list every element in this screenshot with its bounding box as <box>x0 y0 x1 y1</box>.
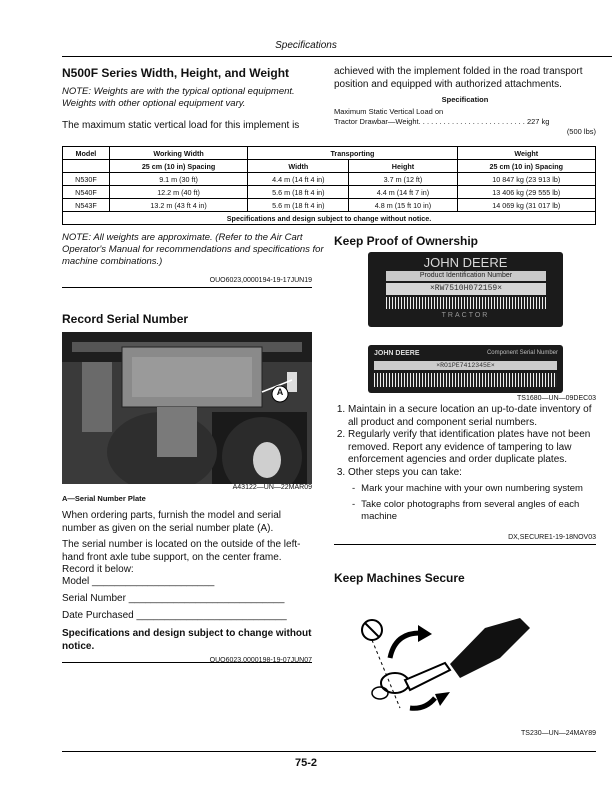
sub-height: Height <box>349 160 457 173</box>
running-header: Specifications <box>275 40 337 51</box>
sub-spacing: 25 cm (10 in) Spacing <box>109 160 247 173</box>
cell: 14 069 kg (31 017 lb) <box>457 199 595 212</box>
model-field[interactable]: Model ______________________ <box>62 576 215 587</box>
cell: 9.1 m (30 ft) <box>109 173 247 186</box>
table-row <box>63 173 596 186</box>
list-item: 1. Maintain in a secure location an up-to-date inventory of all product and component serial numbers. <box>348 404 596 429</box>
sub-width: Width <box>248 160 349 173</box>
serial-number-field[interactable]: Serial Number ____________________________ <box>62 593 285 604</box>
pin-plate-tractor: TRACTOR <box>441 312 490 319</box>
section-title-secure: Keep Machines Secure <box>334 571 465 585</box>
list-item: 3. Other steps you can take: <box>348 467 596 480</box>
cell: 13 406 kg (29 555 lb) <box>457 186 595 199</box>
cell: 4.8 m (15 ft 10 in) <box>349 199 457 212</box>
spec-heading: Specification <box>441 95 489 104</box>
photo-id-1: A43122—UN—22MAR09 <box>232 484 312 491</box>
col-model: Model <box>63 147 110 160</box>
weights-note: NOTE: Weights are with the typical optional equipment. Weights with other optional equipment vary. <box>62 86 295 109</box>
location-paragraph: The serial number is located on the outside of the left-hand front axle tube support, on the center frame. Record it below: <box>62 539 301 575</box>
cell: 3.7 m (12 ft) <box>349 173 457 186</box>
cell: N543F <box>63 199 110 212</box>
cell: 13.2 m (43 ft 4 in) <box>109 199 247 212</box>
photo-caption: A—Serial Number Plate <box>62 494 146 503</box>
component-plate-label: Component Serial Number <box>486 350 558 356</box>
photo-id-2: TS1680—UN—09DEC03 <box>517 395 596 402</box>
component-plate-photo <box>368 345 563 393</box>
component-plate-brand: JOHN DEERE <box>374 350 420 357</box>
footer-rule <box>62 751 596 752</box>
static-load-paragraph: The maximum static vertical load for this implement is <box>62 120 300 131</box>
key-ignition-illustration <box>350 598 550 723</box>
ref-code-2: OUO6023,0000198-19-07JUN07 <box>209 657 312 664</box>
cell: 4.4 m (14 ft 7 in) <box>349 186 457 199</box>
col-transporting: Transporting <box>248 147 457 160</box>
table-row <box>63 186 596 199</box>
section-title-dimensions: N500F Series Width, Height, and Weight <box>62 66 290 80</box>
approx-weights-note: NOTE: All weights are approximate. (Refer to the Air Cart Operator's Manual for recommendations and specifications for machine combinations.) <box>62 232 324 267</box>
static-load-paragraph-cont: achieved with the implement folded in the road transport position and equipped with authorized attachments. <box>334 66 583 90</box>
component-plate-number: ×RO1PE7412345E× <box>374 361 557 370</box>
cell: 5.6 m (18 ft 4 in) <box>248 199 349 212</box>
divider <box>334 544 596 545</box>
cell: 12.2 m (40 ft) <box>109 186 247 199</box>
callout-a: A <box>276 387 284 397</box>
page-number: 75-2 <box>294 757 318 769</box>
dimensions-table <box>62 146 596 225</box>
spec-drawbar-weight-lbs: (500 lbs) <box>566 127 596 136</box>
spec-drawbar-weight: Tractor Drawbar—Weight. . . . . . . . . . . . . . . . . . . . . . . . . . 227 kg <box>334 117 550 126</box>
dash-bullet: - <box>352 498 356 510</box>
spec-label: Maximum Static Vertical Load on <box>334 107 444 116</box>
col-weight: Weight <box>457 147 595 160</box>
date-purchased-field[interactable]: Date Purchased ___________________________ <box>62 610 287 621</box>
pin-plate-photo <box>368 252 563 327</box>
sub-weight-spacing: 25 cm (10 in) Spacing <box>457 160 595 173</box>
ref-code-1: OUO6023,0000194-19-17JUN19 <box>209 277 312 284</box>
cell: 4.4 m (14 ft 4 in) <box>248 173 349 186</box>
cell: N540F <box>63 186 110 199</box>
header-rule <box>62 56 612 57</box>
list-item: Mark your machine with your own numbering system <box>361 483 583 494</box>
illustration-id: TS230—UN—24MAY89 <box>521 730 596 737</box>
pin-plate-brand: JOHN DEERE <box>423 255 508 270</box>
table-row <box>63 199 596 212</box>
section-title-ownership: Keep Proof of Ownership <box>334 234 479 248</box>
ownership-steps <box>334 404 596 479</box>
col-working-width: Working Width <box>109 147 247 160</box>
section-title-serial: Record Serial Number <box>62 312 189 326</box>
cell: 5.6 m (18 ft 4 in) <box>248 186 349 199</box>
list-item: 2. Regularly verify that identification plates have not been removed. Report any evidence of tampering to law enforcement agencies and order duplicate plates. <box>348 429 596 467</box>
ordering-paragraph: When ordering parts, furnish the model and serial number as given on the serial number plate (A). <box>62 510 282 534</box>
pin-plate-number: ×RW7510H072159× <box>386 283 546 295</box>
sub-list <box>352 483 592 524</box>
table-footer-note: Specifications and design subject to change without notice. <box>63 212 596 225</box>
pin-plate-label: Product Identification Number <box>386 271 546 281</box>
cell: 10 847 kg (23 913 lb) <box>457 173 595 186</box>
barcode-1 <box>386 297 546 309</box>
cell: N530F <box>63 173 110 186</box>
serial-plate-photo <box>62 332 312 484</box>
dash-bullet: - <box>352 483 356 494</box>
change-notice: Specifications and design subject to change without notice. <box>62 628 312 652</box>
list-item: Take color photographs from several angles of each machine <box>361 498 580 522</box>
barcode-2 <box>374 373 557 387</box>
ref-code-3: DX,SECURE1-19-18NOV03 <box>508 534 596 541</box>
divider <box>62 287 312 288</box>
